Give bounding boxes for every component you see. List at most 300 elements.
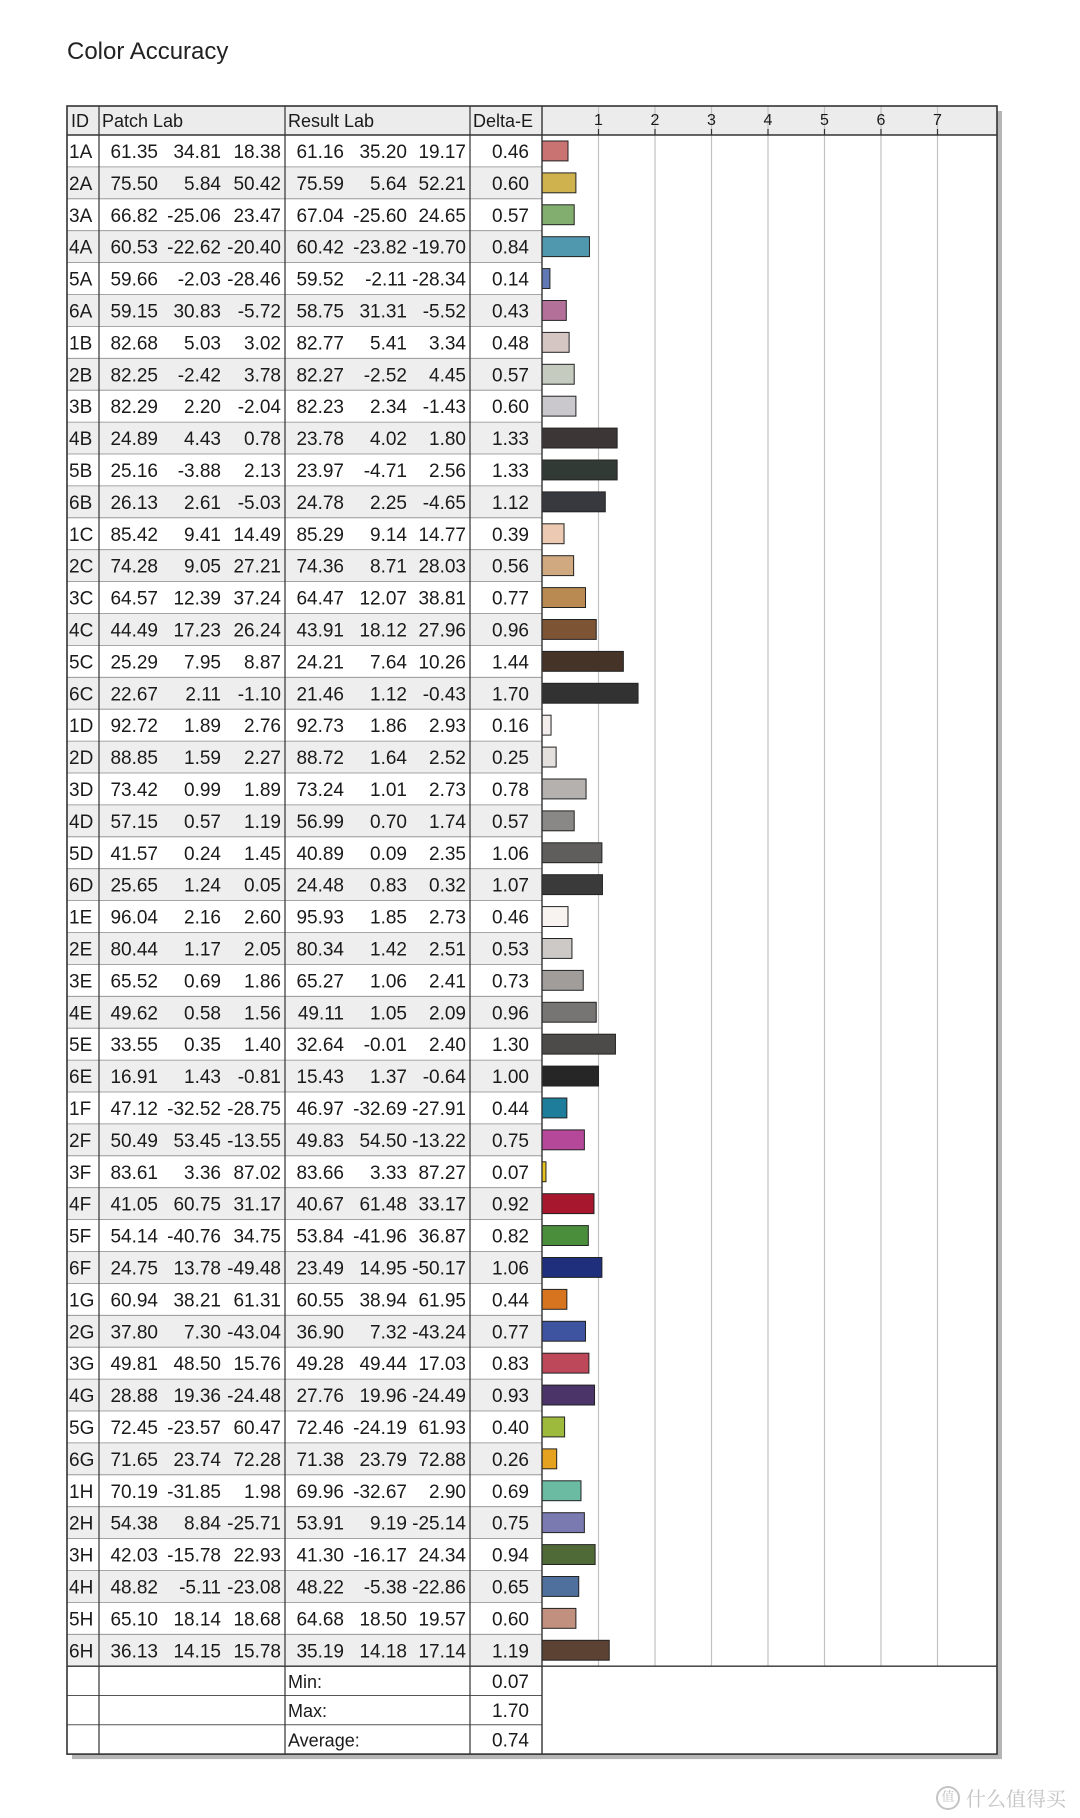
result-lab-value: -41.96 xyxy=(353,1226,407,1248)
result-lab-value: 60.42 xyxy=(296,237,344,259)
delta-e-bar xyxy=(542,715,551,735)
patch-lab-value: 38.21 xyxy=(173,1290,221,1312)
result-lab-value: 23.97 xyxy=(296,460,344,482)
x-tick-label: 7 xyxy=(933,112,942,129)
row-id: 2H xyxy=(69,1513,94,1535)
result-lab-value: 2.41 xyxy=(429,971,466,993)
delta-e-bar xyxy=(542,907,568,927)
delta-e-bar xyxy=(542,651,623,671)
patch-lab-value: 2.76 xyxy=(244,716,281,738)
result-lab-value: 5.41 xyxy=(370,333,407,355)
patch-lab-value: -22.62 xyxy=(167,237,221,259)
result-lab-value: 36.90 xyxy=(296,1322,344,1344)
delta-e-bar xyxy=(542,396,576,416)
patch-lab-value: 25.16 xyxy=(110,460,158,482)
delta-e-bar xyxy=(542,141,568,161)
patch-lab-value: 82.68 xyxy=(110,333,158,355)
result-lab-value: 27.96 xyxy=(418,620,466,642)
result-lab-value: -0.01 xyxy=(363,1035,407,1057)
result-lab-value: 32.64 xyxy=(296,1035,344,1057)
delta-e-value: 0.84 xyxy=(492,237,529,259)
header-patch-lab: Patch Lab xyxy=(102,111,184,131)
result-lab-value: 18.50 xyxy=(359,1609,407,1631)
patch-lab-value: 48.82 xyxy=(110,1577,158,1599)
result-lab-value: 2.56 xyxy=(429,460,466,482)
patch-lab-value: 23.47 xyxy=(233,205,281,227)
patch-lab-value: 1.59 xyxy=(184,748,221,770)
result-lab-value: 72.46 xyxy=(296,1417,344,1439)
row-id: 4G xyxy=(69,1386,95,1408)
patch-lab-value: 30.83 xyxy=(173,301,221,323)
patch-lab-value: 2.16 xyxy=(184,907,221,929)
row-id: 3D xyxy=(69,779,94,801)
patch-lab-value: 2.05 xyxy=(244,939,281,961)
patch-lab-value: 75.50 xyxy=(110,173,158,195)
row-id: 5B xyxy=(69,460,93,482)
patch-lab-value: 92.72 xyxy=(110,716,158,738)
patch-lab-value: 31.17 xyxy=(233,1194,281,1216)
patch-lab-value: 41.57 xyxy=(110,843,158,865)
delta-e-bar xyxy=(542,524,564,544)
patch-lab-value: 96.04 xyxy=(110,907,158,929)
result-lab-value: 38.81 xyxy=(418,588,466,610)
patch-lab-value: 71.65 xyxy=(110,1449,158,1471)
delta-e-value: 0.16 xyxy=(492,716,529,738)
patch-lab-value: 65.10 xyxy=(110,1609,158,1631)
delta-e-bar xyxy=(542,779,586,799)
patch-lab-value: 66.82 xyxy=(110,205,158,227)
patch-lab-value: 37.80 xyxy=(110,1322,158,1344)
patch-lab-value: 72.45 xyxy=(110,1417,158,1439)
patch-lab-value: 60.47 xyxy=(233,1417,281,1439)
patch-lab-value: 22.67 xyxy=(110,684,158,706)
row-id: 1B xyxy=(69,333,93,355)
delta-e-value: 0.26 xyxy=(492,1449,529,1471)
result-lab-value: 24.48 xyxy=(296,875,344,897)
patch-lab-value: 7.95 xyxy=(184,652,221,674)
result-lab-value: 33.17 xyxy=(418,1194,466,1216)
delta-e-bar xyxy=(542,332,569,352)
result-lab-value: 23.79 xyxy=(359,1449,407,1471)
row-id: 4H xyxy=(69,1577,94,1599)
header-delta-e: Delta-E xyxy=(473,111,534,131)
result-lab-value: 24.21 xyxy=(296,652,344,674)
delta-e-value: 0.93 xyxy=(492,1386,529,1408)
row-id: 4C xyxy=(69,620,94,642)
patch-lab-value: 82.29 xyxy=(110,397,158,419)
result-lab-value: 1.37 xyxy=(370,1067,407,1089)
patch-lab-value: 33.55 xyxy=(110,1035,158,1057)
patch-lab-value: 0.78 xyxy=(244,429,281,451)
patch-lab-value: 0.35 xyxy=(184,1035,221,1057)
delta-e-value: 0.60 xyxy=(492,173,529,195)
delta-e-value: 0.92 xyxy=(492,1194,529,1216)
patch-lab-value: 14.15 xyxy=(173,1641,221,1663)
delta-e-value: 0.77 xyxy=(492,1322,529,1344)
x-tick-label: 5 xyxy=(820,112,829,129)
row-id: 3G xyxy=(69,1354,95,1376)
delta-e-bar xyxy=(542,1321,586,1341)
row-id: 3B xyxy=(69,397,93,419)
delta-e-value: 0.57 xyxy=(492,365,529,387)
patch-lab-value: 2.20 xyxy=(184,397,221,419)
result-lab-value: -5.38 xyxy=(363,1577,407,1599)
patch-lab-value: 2.13 xyxy=(244,460,281,482)
row-id: 4B xyxy=(69,429,93,451)
delta-e-bar xyxy=(542,1353,589,1373)
delta-e-value: 0.56 xyxy=(492,556,529,578)
delta-e-bar xyxy=(542,620,596,640)
patch-lab-value: -1.10 xyxy=(237,684,281,706)
result-lab-value: 0.32 xyxy=(429,875,466,897)
result-lab-value: 19.17 xyxy=(418,141,466,163)
delta-e-value: 0.60 xyxy=(492,1609,529,1631)
delta-e-value: 0.39 xyxy=(492,524,529,546)
result-lab-value: 49.83 xyxy=(296,1130,344,1152)
delta-e-bar xyxy=(542,1130,584,1150)
result-lab-value: 61.16 xyxy=(296,141,344,163)
delta-e-value: 0.82 xyxy=(492,1226,529,1248)
result-lab-value: 72.88 xyxy=(418,1449,466,1471)
result-lab-value: -23.82 xyxy=(353,237,407,259)
patch-lab-value: 1.19 xyxy=(244,811,281,833)
delta-e-value: 1.12 xyxy=(492,492,529,514)
patch-lab-value: 64.57 xyxy=(110,588,158,610)
patch-lab-value: 1.40 xyxy=(244,1035,281,1057)
row-id: 1C xyxy=(69,524,94,546)
delta-e-bar xyxy=(542,428,617,448)
patch-lab-value: 3.36 xyxy=(184,1162,221,1184)
patch-lab-value: 65.52 xyxy=(110,971,158,993)
result-lab-value: 82.27 xyxy=(296,365,344,387)
result-lab-value: 7.64 xyxy=(370,652,407,674)
result-lab-value: 60.55 xyxy=(296,1290,344,1312)
result-lab-value: 53.84 xyxy=(296,1226,344,1248)
result-lab-value: 14.95 xyxy=(359,1258,407,1280)
row-id: 2C xyxy=(69,556,94,578)
patch-lab-value: 17.23 xyxy=(173,620,221,642)
result-lab-value: 2.34 xyxy=(370,397,407,419)
patch-lab-value: 13.78 xyxy=(173,1258,221,1280)
row-id: 2G xyxy=(69,1322,95,1344)
delta-e-value: 0.73 xyxy=(492,971,529,993)
delta-e-bar xyxy=(542,747,556,767)
result-lab-value: 4.45 xyxy=(429,365,466,387)
row-id: 6E xyxy=(69,1067,93,1089)
patch-lab-value: -43.04 xyxy=(227,1322,281,1344)
delta-e-value: 0.25 xyxy=(492,748,529,770)
result-lab-value: -2.52 xyxy=(363,365,407,387)
result-lab-value: 83.66 xyxy=(296,1162,344,1184)
patch-lab-value: 25.29 xyxy=(110,652,158,674)
patch-lab-value: -25.71 xyxy=(227,1513,281,1535)
result-lab-value: 61.95 xyxy=(418,1290,466,1312)
delta-e-bar xyxy=(542,939,572,959)
delta-e-value: 1.33 xyxy=(492,460,529,482)
result-lab-value: 73.24 xyxy=(296,779,344,801)
patch-lab-value: 47.12 xyxy=(110,1098,158,1120)
result-lab-value: -27.91 xyxy=(412,1098,466,1120)
result-lab-value: 17.03 xyxy=(418,1354,466,1376)
patch-lab-value: 60.53 xyxy=(110,237,158,259)
delta-e-bar xyxy=(542,269,550,289)
result-lab-value: -22.86 xyxy=(412,1577,466,1599)
result-lab-value: 2.73 xyxy=(429,779,466,801)
patch-lab-value: -40.76 xyxy=(167,1226,221,1248)
result-lab-value: 9.19 xyxy=(370,1513,407,1535)
result-lab-value: 1.64 xyxy=(370,748,407,770)
patch-lab-value: -23.57 xyxy=(167,1417,221,1439)
result-lab-value: 92.73 xyxy=(296,716,344,738)
delta-e-bar xyxy=(542,588,586,608)
delta-e-value: 0.96 xyxy=(492,1003,529,1025)
result-lab-value: 1.42 xyxy=(370,939,407,961)
result-lab-value: 23.78 xyxy=(296,429,344,451)
result-lab-value: -19.70 xyxy=(412,237,466,259)
result-lab-value: 24.78 xyxy=(296,492,344,514)
patch-lab-value: -25.06 xyxy=(167,205,221,227)
result-lab-value: 43.91 xyxy=(296,620,344,642)
row-id: 5D xyxy=(69,843,94,865)
result-lab-value: 49.28 xyxy=(296,1354,344,1376)
row-id: 2E xyxy=(69,939,93,961)
patch-lab-value: 14.49 xyxy=(233,524,281,546)
result-lab-value: -16.17 xyxy=(353,1545,407,1567)
patch-lab-value: 73.42 xyxy=(110,779,158,801)
result-lab-value: 24.34 xyxy=(418,1545,466,1567)
row-id: 6B xyxy=(69,492,93,514)
result-lab-value: -0.64 xyxy=(422,1067,466,1089)
row-id: 2A xyxy=(69,173,93,195)
patch-lab-value: 18.38 xyxy=(233,141,281,163)
patch-lab-value: -0.81 xyxy=(237,1067,281,1089)
result-lab-value: 49.44 xyxy=(359,1354,407,1376)
delta-e-bar xyxy=(542,683,638,703)
patch-lab-value: 15.78 xyxy=(233,1641,281,1663)
result-lab-value: 21.46 xyxy=(296,684,344,706)
result-lab-value: 2.52 xyxy=(429,748,466,770)
patch-lab-value: 1.24 xyxy=(184,875,221,897)
watermark-logo-icon: 值 xyxy=(936,1786,960,1810)
patch-lab-value: 26.13 xyxy=(110,492,158,514)
delta-e-bar xyxy=(542,875,602,895)
patch-lab-value: 5.03 xyxy=(184,333,221,355)
patch-lab-value: 19.36 xyxy=(173,1386,221,1408)
result-lab-value: -13.22 xyxy=(412,1130,466,1152)
delta-e-bar xyxy=(542,1417,565,1437)
patch-lab-value: 49.81 xyxy=(110,1354,158,1376)
result-lab-value: -4.65 xyxy=(422,492,466,514)
delta-e-value: 0.60 xyxy=(492,397,529,419)
patch-lab-value: 72.28 xyxy=(233,1449,281,1471)
row-id: 5H xyxy=(69,1609,94,1631)
row-id: 5C xyxy=(69,652,94,674)
patch-lab-value: 8.87 xyxy=(244,652,281,674)
patch-lab-value: 53.45 xyxy=(173,1130,221,1152)
row-id: 1F xyxy=(69,1098,92,1120)
row-id: 4F xyxy=(69,1194,92,1216)
patch-lab-value: 87.02 xyxy=(233,1162,281,1184)
delta-e-value: 1.07 xyxy=(492,875,529,897)
patch-lab-value: 85.42 xyxy=(110,524,158,546)
result-lab-value: 14.77 xyxy=(418,524,466,546)
delta-e-bar xyxy=(542,1481,581,1501)
result-lab-value: -25.14 xyxy=(412,1513,466,1535)
result-lab-value: 59.52 xyxy=(296,269,344,291)
result-lab-value: 64.68 xyxy=(296,1609,344,1631)
patch-lab-value: 1.89 xyxy=(184,716,221,738)
patch-lab-value: 82.25 xyxy=(110,365,158,387)
result-lab-value: 2.40 xyxy=(429,1035,466,1057)
row-id: 3E xyxy=(69,971,93,993)
patch-lab-value: 61.31 xyxy=(233,1290,281,1312)
delta-e-value: 0.48 xyxy=(492,333,529,355)
patch-lab-value: 24.89 xyxy=(110,429,158,451)
result-lab-value: -28.34 xyxy=(412,269,466,291)
delta-e-value: 0.65 xyxy=(492,1577,529,1599)
patch-lab-value: 7.30 xyxy=(184,1322,221,1344)
result-lab-value: 15.43 xyxy=(296,1067,344,1089)
result-lab-value: -0.43 xyxy=(422,684,466,706)
delta-e-bar xyxy=(542,301,566,321)
delta-e-bar xyxy=(542,364,574,384)
patch-lab-value: -49.48 xyxy=(227,1258,281,1280)
patch-lab-value: 18.14 xyxy=(173,1609,221,1631)
patch-lab-value: 0.58 xyxy=(184,1003,221,1025)
patch-lab-value: -24.48 xyxy=(227,1386,281,1408)
patch-lab-value: -13.55 xyxy=(227,1130,281,1152)
patch-lab-value: 59.66 xyxy=(110,269,158,291)
result-lab-value: 35.19 xyxy=(296,1641,344,1663)
result-lab-value: 1.01 xyxy=(370,779,407,801)
delta-e-bar xyxy=(542,1098,567,1118)
summary-value: 0.74 xyxy=(492,1730,529,1752)
patch-lab-value: 60.94 xyxy=(110,1290,158,1312)
delta-e-bar xyxy=(542,1449,557,1469)
result-lab-value: 69.96 xyxy=(296,1481,344,1503)
patch-lab-value: 34.75 xyxy=(233,1226,281,1248)
patch-lab-value: 1.86 xyxy=(244,971,281,993)
row-id: 3F xyxy=(69,1162,92,1184)
delta-e-bar xyxy=(542,460,617,480)
result-lab-value: 38.94 xyxy=(359,1290,407,1312)
row-id: 1H xyxy=(69,1481,94,1503)
result-lab-value: 10.26 xyxy=(418,652,466,674)
patch-lab-value: 26.24 xyxy=(233,620,281,642)
patch-lab-value: 3.02 xyxy=(244,333,281,355)
delta-e-value: 0.44 xyxy=(492,1098,529,1120)
result-lab-value: 1.86 xyxy=(370,716,407,738)
watermark xyxy=(936,1783,1066,1812)
result-lab-value: 36.87 xyxy=(418,1226,466,1248)
patch-lab-value: 22.93 xyxy=(233,1545,281,1567)
patch-lab-value: 54.14 xyxy=(110,1226,158,1248)
result-lab-value: 2.09 xyxy=(429,1003,466,1025)
result-lab-value: 61.93 xyxy=(418,1417,466,1439)
result-lab-value: 65.27 xyxy=(296,971,344,993)
result-lab-value: -32.69 xyxy=(353,1098,407,1120)
patch-lab-value: 2.60 xyxy=(244,907,281,929)
patch-lab-value: 2.61 xyxy=(184,492,221,514)
result-lab-value: -32.67 xyxy=(353,1481,407,1503)
result-lab-value: 8.71 xyxy=(370,556,407,578)
patch-lab-value: 18.68 xyxy=(233,1609,281,1631)
delta-e-value: 0.46 xyxy=(492,907,529,929)
result-lab-value: 1.80 xyxy=(429,429,466,451)
result-lab-value: 0.09 xyxy=(370,843,407,865)
delta-e-value: 0.75 xyxy=(492,1513,529,1535)
row-id: 3H xyxy=(69,1545,94,1567)
result-lab-value: 40.67 xyxy=(296,1194,344,1216)
result-lab-value: 2.73 xyxy=(429,907,466,929)
result-lab-value: 82.23 xyxy=(296,397,344,419)
delta-e-value: 1.00 xyxy=(492,1067,529,1089)
patch-lab-value: 1.17 xyxy=(184,939,221,961)
delta-e-value: 0.94 xyxy=(492,1545,529,1567)
row-id: 2F xyxy=(69,1130,92,1152)
result-lab-value: 31.31 xyxy=(359,301,407,323)
patch-lab-value: 0.05 xyxy=(244,875,281,897)
result-lab-value: 1.05 xyxy=(370,1003,407,1025)
delta-e-bar xyxy=(542,237,589,257)
result-lab-value: 5.64 xyxy=(370,173,407,195)
delta-e-bar xyxy=(542,1640,609,1660)
summary-label: Average: xyxy=(288,1730,360,1751)
result-lab-value: 74.36 xyxy=(296,556,344,578)
row-id: 2B xyxy=(69,365,93,387)
patch-lab-value: 42.03 xyxy=(110,1545,158,1567)
result-lab-value: 82.77 xyxy=(296,333,344,355)
delta-e-value: 0.07 xyxy=(492,1162,529,1184)
patch-lab-value: 15.76 xyxy=(233,1354,281,1376)
patch-lab-value: 49.62 xyxy=(110,1003,158,1025)
patch-lab-value: -20.40 xyxy=(227,237,281,259)
result-lab-value: 85.29 xyxy=(296,524,344,546)
result-lab-value: 80.34 xyxy=(296,939,344,961)
patch-lab-value: -28.46 xyxy=(227,269,281,291)
x-tick-label: 6 xyxy=(876,112,886,129)
row-id: 6G xyxy=(69,1449,95,1471)
delta-e-bar xyxy=(542,173,576,193)
result-lab-value: 87.27 xyxy=(418,1162,466,1184)
result-lab-value: 23.49 xyxy=(296,1258,344,1280)
result-lab-value: 17.14 xyxy=(418,1641,466,1663)
result-lab-value: 0.70 xyxy=(370,811,407,833)
result-lab-value: 1.12 xyxy=(370,684,407,706)
delta-e-value: 1.19 xyxy=(492,1641,529,1663)
delta-e-bar xyxy=(542,1577,579,1597)
patch-lab-value: 1.89 xyxy=(244,779,281,801)
result-lab-value: 14.18 xyxy=(359,1641,407,1663)
x-tick-label: 4 xyxy=(763,112,773,129)
delta-e-value: 0.40 xyxy=(492,1417,529,1439)
result-lab-value: -50.17 xyxy=(412,1258,466,1280)
patch-lab-value: 5.84 xyxy=(184,173,221,195)
result-lab-value: -43.24 xyxy=(412,1322,466,1344)
patch-lab-value: 44.49 xyxy=(110,620,158,642)
summary-value: 0.07 xyxy=(492,1671,529,1693)
row-id: 1G xyxy=(69,1290,95,1312)
patch-lab-value: -3.88 xyxy=(177,460,221,482)
result-lab-value: 95.93 xyxy=(296,907,344,929)
patch-lab-value: -28.75 xyxy=(227,1098,281,1120)
patch-lab-value: 0.69 xyxy=(184,971,221,993)
patch-lab-value: 34.81 xyxy=(173,141,221,163)
result-lab-value: 56.99 xyxy=(296,811,344,833)
row-id: 4D xyxy=(69,811,94,833)
result-lab-value: 27.76 xyxy=(296,1386,344,1408)
row-id: 6H xyxy=(69,1641,94,1663)
